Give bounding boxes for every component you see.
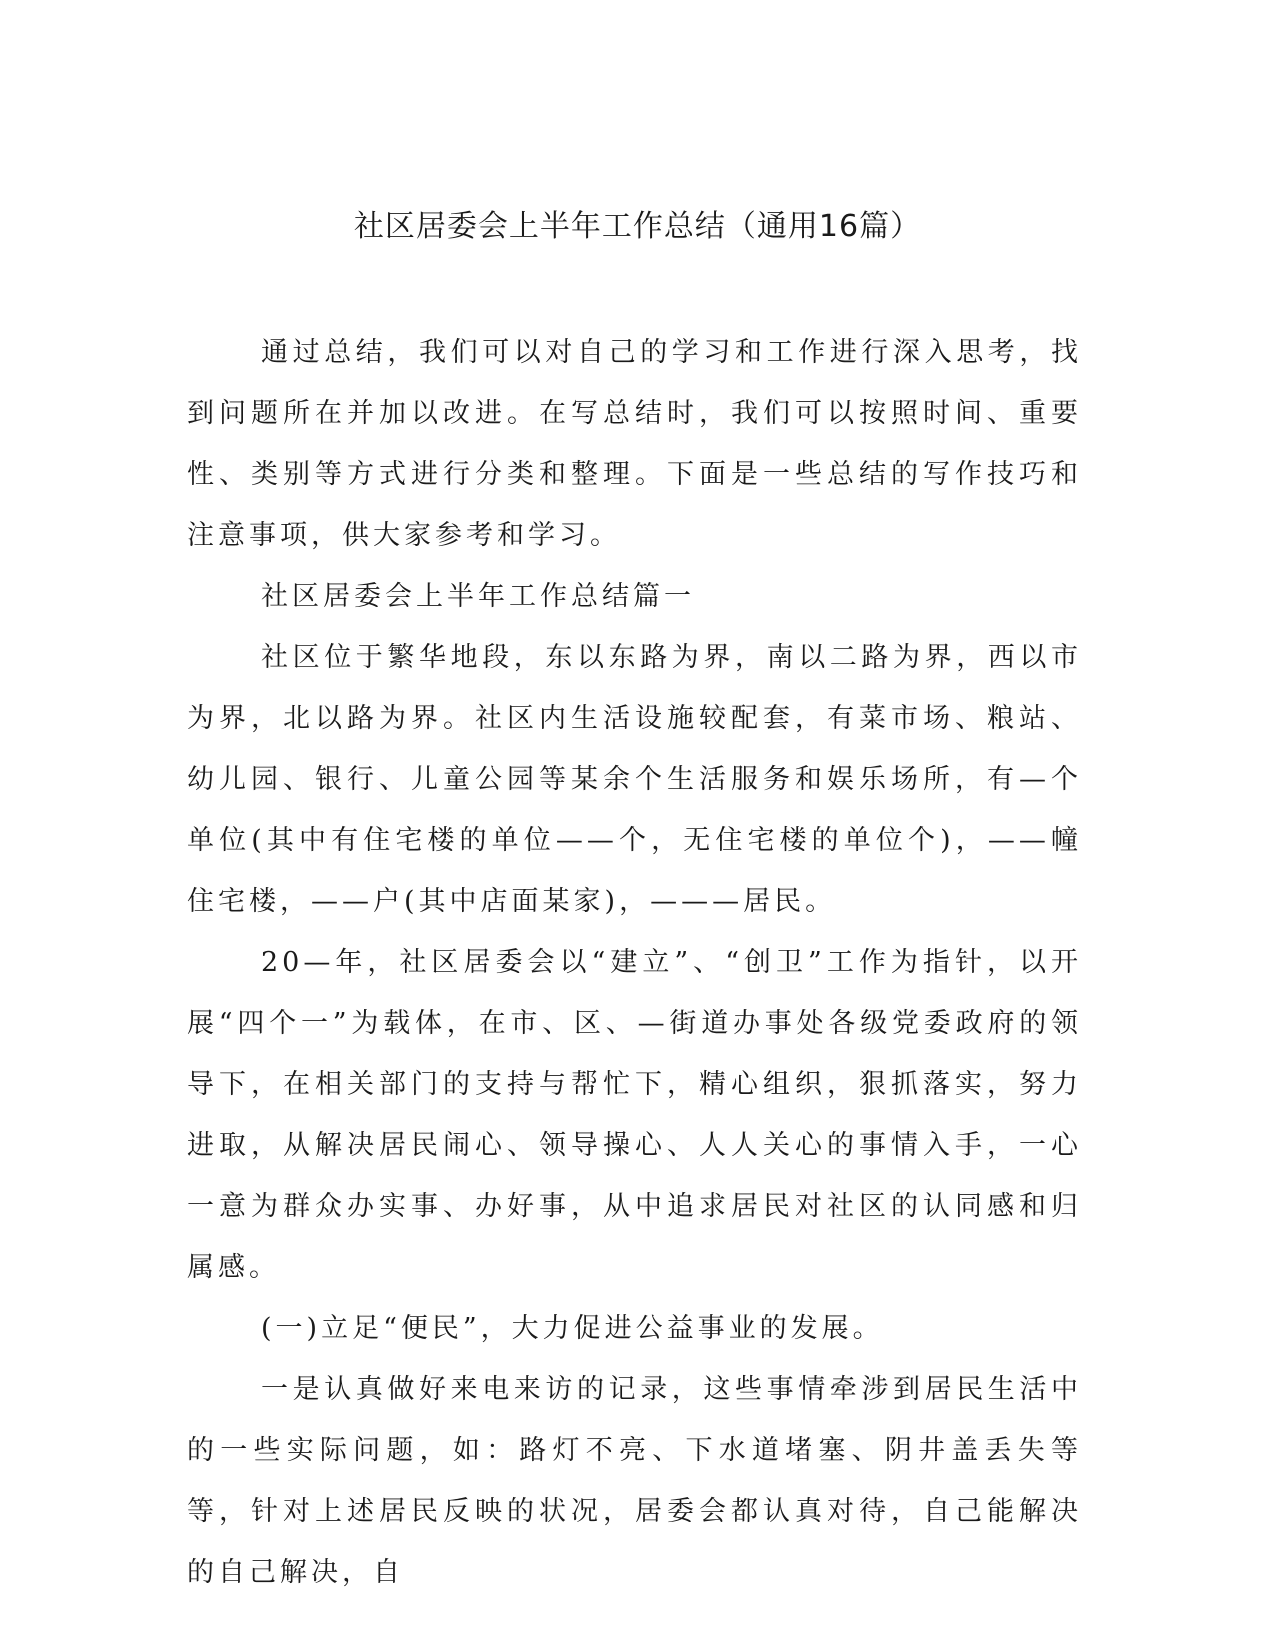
subsection-heading: (一)立足“便民”，大力促进公益事业的发展。 xyxy=(261,1313,884,1344)
paragraph-visits-record: 一是认真做好来电来访的记录，这些事情牵涉到居民生活中的一些实际问题，如：路灯不亮、下水道堵塞、阴井盖丢失等等，针对上述居民反映的状况，居委会都认真对待，自己能解决的自己解决，自 xyxy=(187,1374,1082,1588)
section-heading: 社区居委会上半年工作总结篇一 xyxy=(261,581,695,612)
paragraph-intro: 通过总结，我们可以对自己的学习和工作进行深入思考，找到问题所在并加以改进。在写总结时，我们可以按照时间、重要性、类别等方式进行分类和整理。下面是一些总结的写作技巧和注意事项，供大家参考和学习。 xyxy=(187,337,1082,551)
document-body xyxy=(187,322,1082,1603)
paragraph-annual-work: 20—年，社区居委会以“建立”、“创卫”工作为指针，以开展“四个一”为载体，在市、区、—街道办事处各级党委政府的领导下，在相关部门的支持与帮忙下，精心组织，狠抓落实，努力进取，从解决居民闹心、领导操心、人人关心的事情入手，一心一意为群众办实事、办好事，从中追求居民对社区的认同感和归属感。 xyxy=(187,947,1082,1283)
document-title: 社区居委会上半年工作总结（通用16篇） xyxy=(353,209,922,244)
paragraph-community-location: 社区位于繁华地段，东以东路为界，南以二路为界，西以市为界，北以路为界。社区内生活设施较配套，有菜市场、粮站、幼儿园、银行、儿童公园等某余个生活服务和娱乐场所，有—个单位(其中有住宅楼的单位——个，无住宅楼的单位个)，——幢住宅楼，——户(其中店面某家)，———居民。 xyxy=(187,642,1082,917)
